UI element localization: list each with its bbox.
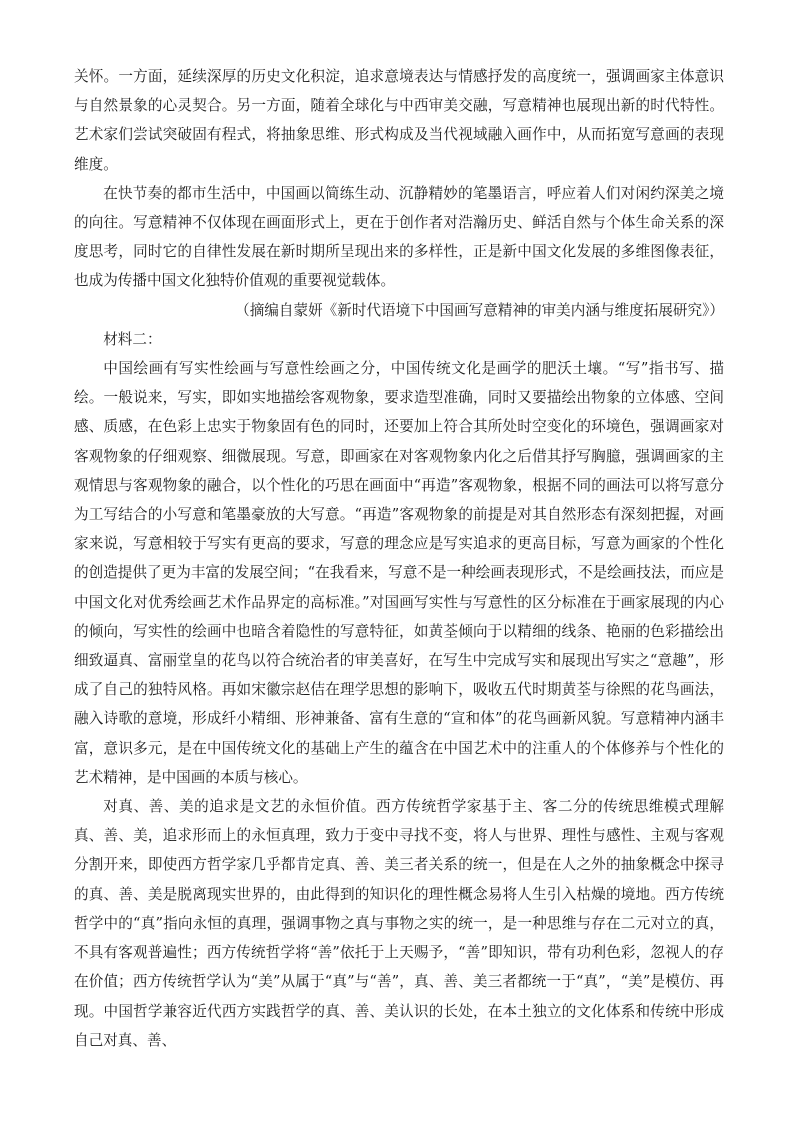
paragraph: 对真、善、美的追求是文艺的永恒价值。西方传统哲学家基于主、客二分的传统思维模式理解真、善、美，追求形而上的永恒真理，致力于变中寻找不变，将人与世界、理性与感性、主观与客观分割开来，即使西方哲学家几乎都肯定真、善、美三者关系的统一，但是在人之外的抽象概念中探寻的真、善、美是脱离现实世界的，由此得到的知识化的理性概念易将人生引入枯燥的境地。西方传统哲学中的“真”指向永恒的真理，强调事物之真与事物之实的统一，是一种思维与存在二元对立的真，不具有客观普遍性；西方传统哲学将“善”依托于上天赐予，“善”即知识，带有功利色彩，忽视人的存在价值；西方传统哲学认为“美”从属于“真”与“善”，真、善、美三者都统一于“真”，“美”是模仿、再现。中国哲学兼容近代西方实践哲学的真、善、美认识的长处，在本土独立的文化体系和传统中形成自己对真、善、	[74, 798, 724, 1049]
paragraph: 中国绘画有写实性绘画与写意性绘画之分，中国传统文化是画学的肥沃土壤。“写”指书写、描绘。一般说来，写实，即如实地描绘客观物象，要求造型准确，同时又要描绘出物象的立体感、空间感、质感，在色彩上忠实于物象固有色的同时，还要加上符合其所处时空变化的环境色，强调画家对客观物象的仔细观察、细微展现。写意，即画家在对客观物象内化之后借其抒写胸臆，强调画家的主观情思与客观物象的融合，以个性化的巧思在画面中“再造”客观物象，根据不同的画法可以将写意分为工写结合的小写意和笔墨豪放的大写意。“再造”客观物象的前提是对其自然形态有深刻把握，对画家来说，写意相较于写实有更高的要求，写意的理念应是写实追求的更高目标，写意为画家的个性化的创造提供了更为丰富的发展空间；“在我看来，写意不是一种绘画表现形式，不是绘画技法，而应是中国文化对优秀绘画艺术作品界定的高标准。”对国画写实性与写意性的区分标准在于画家展现的内心的倾向，写实性的绘画中也暗含着隐性的写意特征，如黄荃倾向于以精细的线条、艳丽的色彩描绘出细致逼真、富丽堂皇的花鸟以符合统治者的审美喜好，在写生中完成写实和展现出写实之“意趣”，形成了自己的独特风格。再如宋徽宗赵佶在理学思想的影响下，吸收五代时期黄荃与徐熙的花鸟画法，融入诗歌的意境，形成纤小精细、形神兼备、富有生意的“宣和体”的花鸟画新风貌。写意精神内涵丰富，意识多元，是在中国传统文化的基础上产生的蕴含在中国艺术中的注重人的个体修养与个性化的艺术精神，是中国画的本质与核心。	[74, 360, 724, 786]
section-heading: 材料二：	[103, 330, 162, 348]
paragraph: 在快节奏的都市生活中，中国画以简练生动、沉静精妙的笔墨语言，呼应着人们对闲约深美之境的向往。写意精神不仅体现在画面形式上，更在于创作者对浩瀚历史、鲜活自然与个体生命关系的深度思考，同时它的自律性发展在新时期所呈现出来的多样性，正是新中国文化发展的多维图像表征，也成为传播中国文化独特价值观的重要视觉载体。	[74, 184, 724, 290]
paragraph-continued: 关怀。一方面，延续深厚的历史文化积淀，追求意境表达与情感抒发的高度统一，强调画家主体意识与自然景象的心灵契合。另一方面，随着全球化与中西审美交融，写意精神也展现出新的时代特性。艺术家们尝试突破固有程式，将抽象思维、形式构成及当代视域融入画作中，从而拓宽写意画的表现维度。	[74, 68, 724, 173]
source-citation: （摘编自蒙妍《新时代语境下中国画写意精神的审美内涵与维度拓展研究》）	[235, 301, 724, 319]
document-page	[74, 62, 724, 1055]
